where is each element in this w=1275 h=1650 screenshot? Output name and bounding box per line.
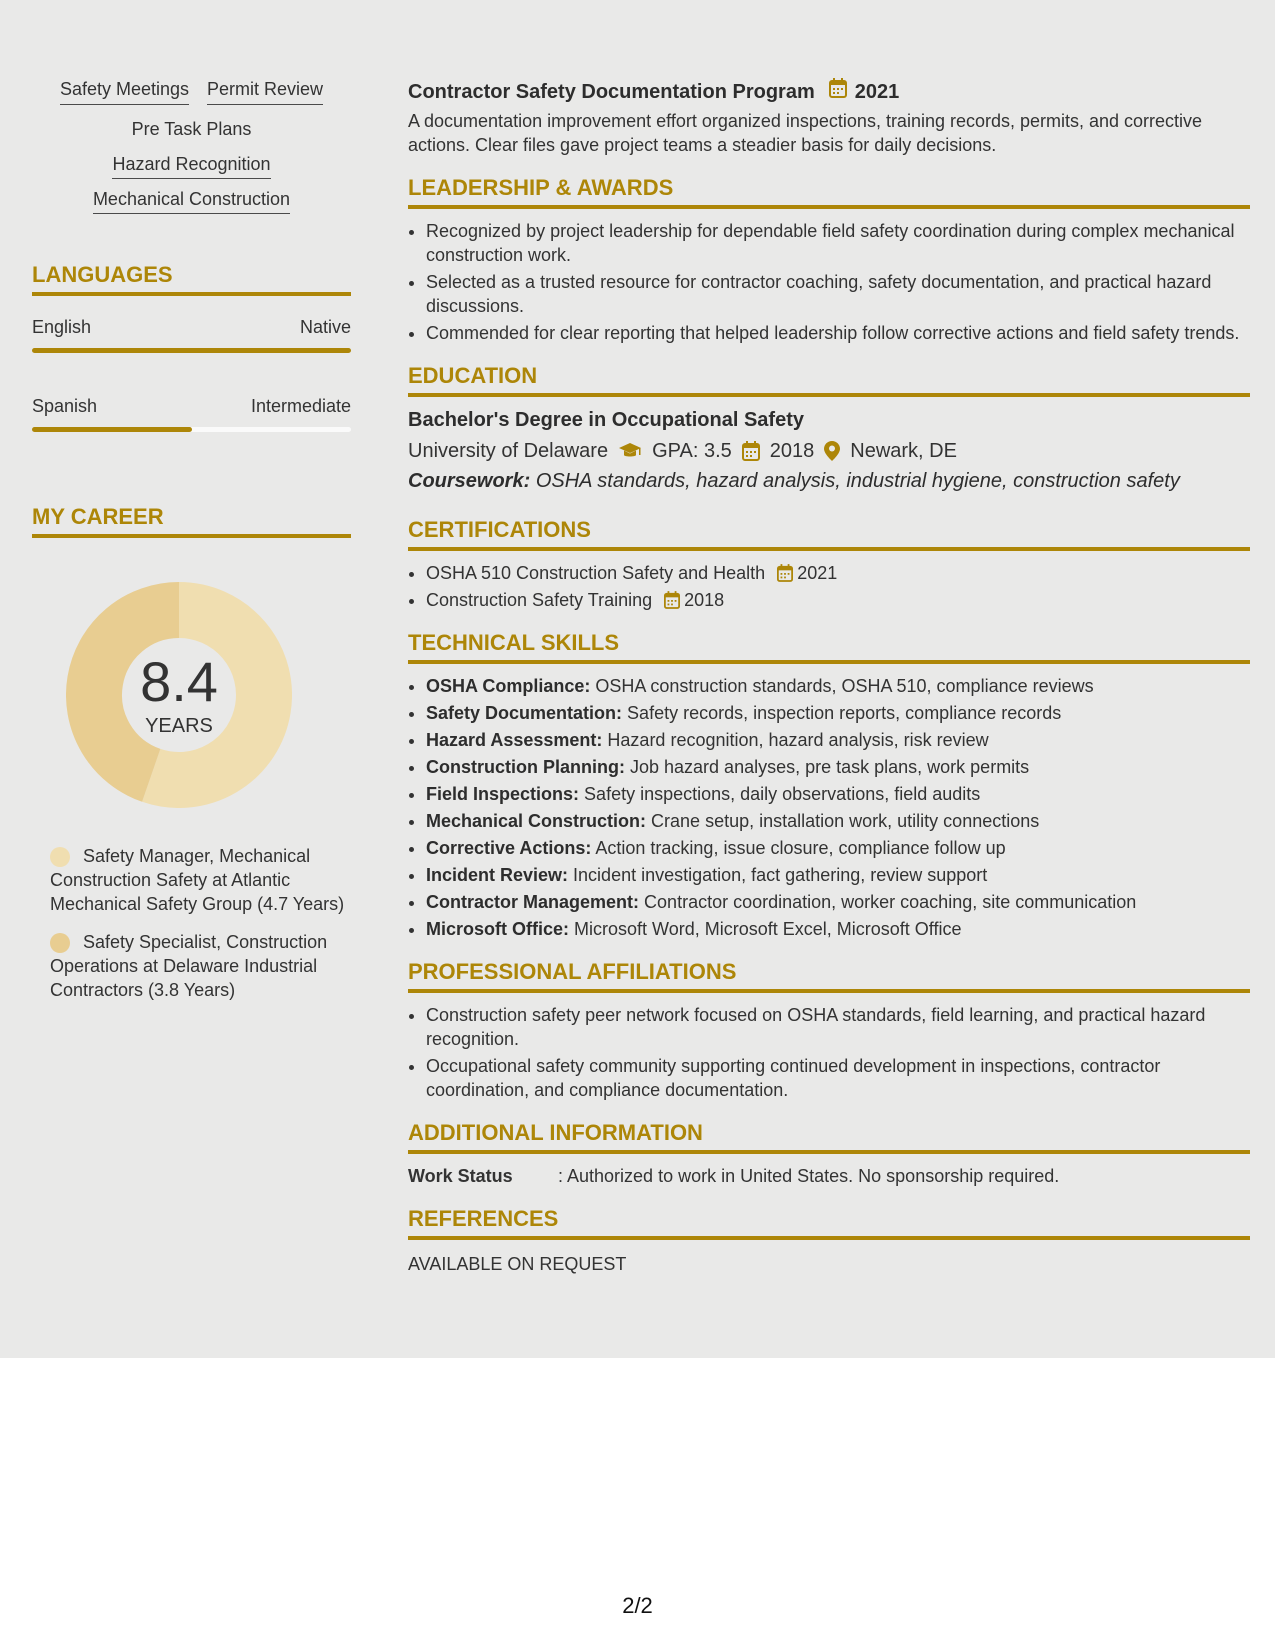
career-legend-dot	[50, 847, 70, 867]
work-status-row	[408, 1164, 1250, 1188]
coursework-label: Coursework:	[408, 470, 531, 492]
education-degree: Bachelor's Degree in Occupational Safety	[408, 409, 804, 431]
language-proficiency-fill	[32, 348, 351, 353]
education-location: Newark, DE	[850, 440, 957, 462]
career-list	[32, 844, 351, 1002]
project-title: Contractor Safety Documentation Program	[408, 80, 815, 103]
language-proficiency-bar	[32, 427, 351, 432]
main-content	[408, 78, 1250, 1276]
list-item	[426, 588, 1250, 612]
calendar-icon	[777, 564, 793, 582]
list-item: • Occupational safety community supporting continued development in inspections, contractor coordination, and compliance documentation.	[426, 1054, 1250, 1102]
skill-text: Hazard recognition, hazard analysis, risk review	[607, 730, 989, 750]
calendar-icon	[664, 591, 680, 609]
certification-year: 2021	[797, 563, 838, 583]
language-level: Intermediate	[250, 396, 351, 416]
skill-text: Contractor coordination, worker coaching, site communication	[644, 892, 1137, 912]
education-year: 2018	[769, 440, 815, 462]
skill-label: Incident Review:	[426, 865, 569, 885]
career-donut-chart	[66, 582, 292, 808]
leadership-heading: LEADERSHIP & AWARDS	[408, 175, 1250, 209]
languages-heading: LANGUAGES	[32, 262, 351, 296]
language-name: Spanish	[32, 396, 98, 416]
skill-text: Safety records, inspection reports, compliance records	[627, 703, 1062, 723]
certifications-heading: CERTIFICATIONS	[408, 517, 1250, 551]
skill-text: Crane setup, installation work, utility connections	[651, 811, 1040, 831]
work-status-label: Work Status	[408, 1166, 513, 1186]
education-heading: EDUCATION	[408, 363, 1250, 397]
skill-item	[426, 728, 1250, 752]
career-heading: MY CAREER	[32, 504, 351, 538]
sidebar	[32, 78, 351, 1016]
language-name: English	[32, 317, 92, 337]
education-school: University of Delaware	[408, 440, 609, 462]
language-item	[32, 316, 351, 353]
language-item	[32, 395, 351, 432]
skill-item	[426, 836, 1250, 860]
skill-label: Mechanical Construction:	[426, 811, 647, 831]
skill-tag: Safety Meetings	[60, 78, 189, 105]
skill-tag	[32, 153, 351, 175]
skill-tag-text: Hazard Recognition	[112, 154, 270, 179]
skill-label: Field Inspections:	[426, 784, 580, 804]
certification-name: • OSHA 510 Construction Safety and Health	[426, 563, 766, 583]
additional-info-heading: ADDITIONAL INFORMATION	[408, 1120, 1250, 1154]
references-text: AVAILABLE ON REQUEST	[408, 1254, 627, 1274]
skill-text: Incident investigation, fact gathering, review support	[573, 865, 988, 885]
work-status-value: : Authorized to work in United States. No sponsorship required.	[558, 1166, 1060, 1186]
skill-item	[426, 917, 1250, 941]
skill-text: OSHA construction standards, OSHA 510, compliance reviews	[595, 676, 1094, 696]
career-item	[50, 930, 351, 1002]
page-number: 2/2	[622, 1593, 653, 1618]
calendar-icon	[829, 78, 847, 105]
education-coursework	[408, 467, 1250, 495]
location-pin-icon	[824, 441, 840, 461]
skill-tag: Permit Review	[207, 78, 323, 105]
education-details	[408, 437, 1250, 465]
project-header	[408, 78, 1250, 105]
affiliations-heading: PROFESSIONAL AFFILIATIONS	[408, 959, 1250, 993]
project-year: 2021	[854, 80, 900, 103]
education-gpa: GPA: 3.5	[652, 440, 732, 462]
career-total-years: 8.4	[140, 650, 218, 713]
skill-label: Corrective Actions:	[426, 838, 592, 858]
list-item	[426, 561, 1250, 585]
skill-label: Microsoft Office:	[426, 919, 570, 939]
skill-item	[426, 809, 1250, 833]
skill-text: Safety inspections, daily observations, field audits	[584, 784, 981, 804]
skill-label: Contractor Management:	[426, 892, 640, 912]
skill-item	[426, 674, 1250, 698]
career-item-text: Safety Manager, Mechanical Construction Safety at Atlantic Mechanical Safety Group (4.7 Years)	[50, 846, 345, 914]
list-item: • Commended for clear reporting that helped leadership follow corrective actions and field safety trends.	[426, 321, 1250, 345]
references-heading: REFERENCES	[408, 1206, 1250, 1240]
project-description: A documentation improvement effort organized inspections, training records, permits, and corrective actions. Clear files gave project teams a steadier basis for daily decisions.	[408, 111, 1203, 155]
graduation-cap-icon	[618, 442, 642, 460]
list-item: • Construction safety peer network focused on OSHA standards, field learning, and practical hazard recognition.	[426, 1003, 1250, 1051]
skills-heading: TECHNICAL SKILLS	[408, 630, 1250, 664]
skill-tag: Pre Task Plans	[131, 119, 252, 139]
skill-label: Safety Documentation:	[426, 703, 623, 723]
certification-year: 2018	[684, 590, 725, 610]
skill-item	[426, 890, 1250, 914]
language-proficiency-bar	[32, 348, 351, 353]
career-item	[50, 844, 351, 916]
skill-label: OSHA Compliance:	[426, 676, 591, 696]
skill-text: Job hazard analyses, pre task plans, work permits	[630, 757, 1030, 777]
list-item: • Recognized by project leadership for dependable field safety coordination during complex mechanical construction work.	[426, 219, 1250, 267]
certification-name: • Construction Safety Training	[426, 590, 653, 610]
skill-item	[426, 782, 1250, 806]
affiliations-list	[408, 1003, 1250, 1102]
career-unit: YEARS	[145, 715, 213, 737]
skill-label: Hazard Assessment:	[426, 730, 603, 750]
coursework-text: OSHA standards, hazard analysis, industrial hygiene, construction safety	[535, 470, 1180, 492]
calendar-icon	[742, 441, 760, 461]
skill-tag-text: Mechanical Construction	[93, 189, 290, 214]
skills-list	[408, 674, 1250, 941]
skill-item	[426, 755, 1250, 779]
leadership-list	[408, 219, 1250, 345]
skill-tags	[32, 78, 351, 210]
certifications-list	[408, 561, 1250, 612]
skill-item	[426, 863, 1250, 887]
language-level: Native	[299, 317, 351, 337]
career-item-text: Safety Specialist, Construction Operations at Delaware Industrial Contractors (3.8 Years)	[50, 932, 328, 1000]
skill-text: Action tracking, issue closure, compliance follow up	[595, 838, 1006, 858]
skill-label: Construction Planning:	[426, 757, 625, 777]
skill-text: Microsoft Word, Microsoft Excel, Microsoft Office	[574, 919, 962, 939]
language-proficiency-fill	[32, 427, 192, 432]
career-legend-dot	[50, 933, 70, 953]
skill-tag	[32, 188, 351, 210]
list-item: • Selected as a trusted resource for contractor coaching, safety documentation, and practical hazard discussions.	[426, 270, 1250, 318]
skill-item	[426, 701, 1250, 725]
